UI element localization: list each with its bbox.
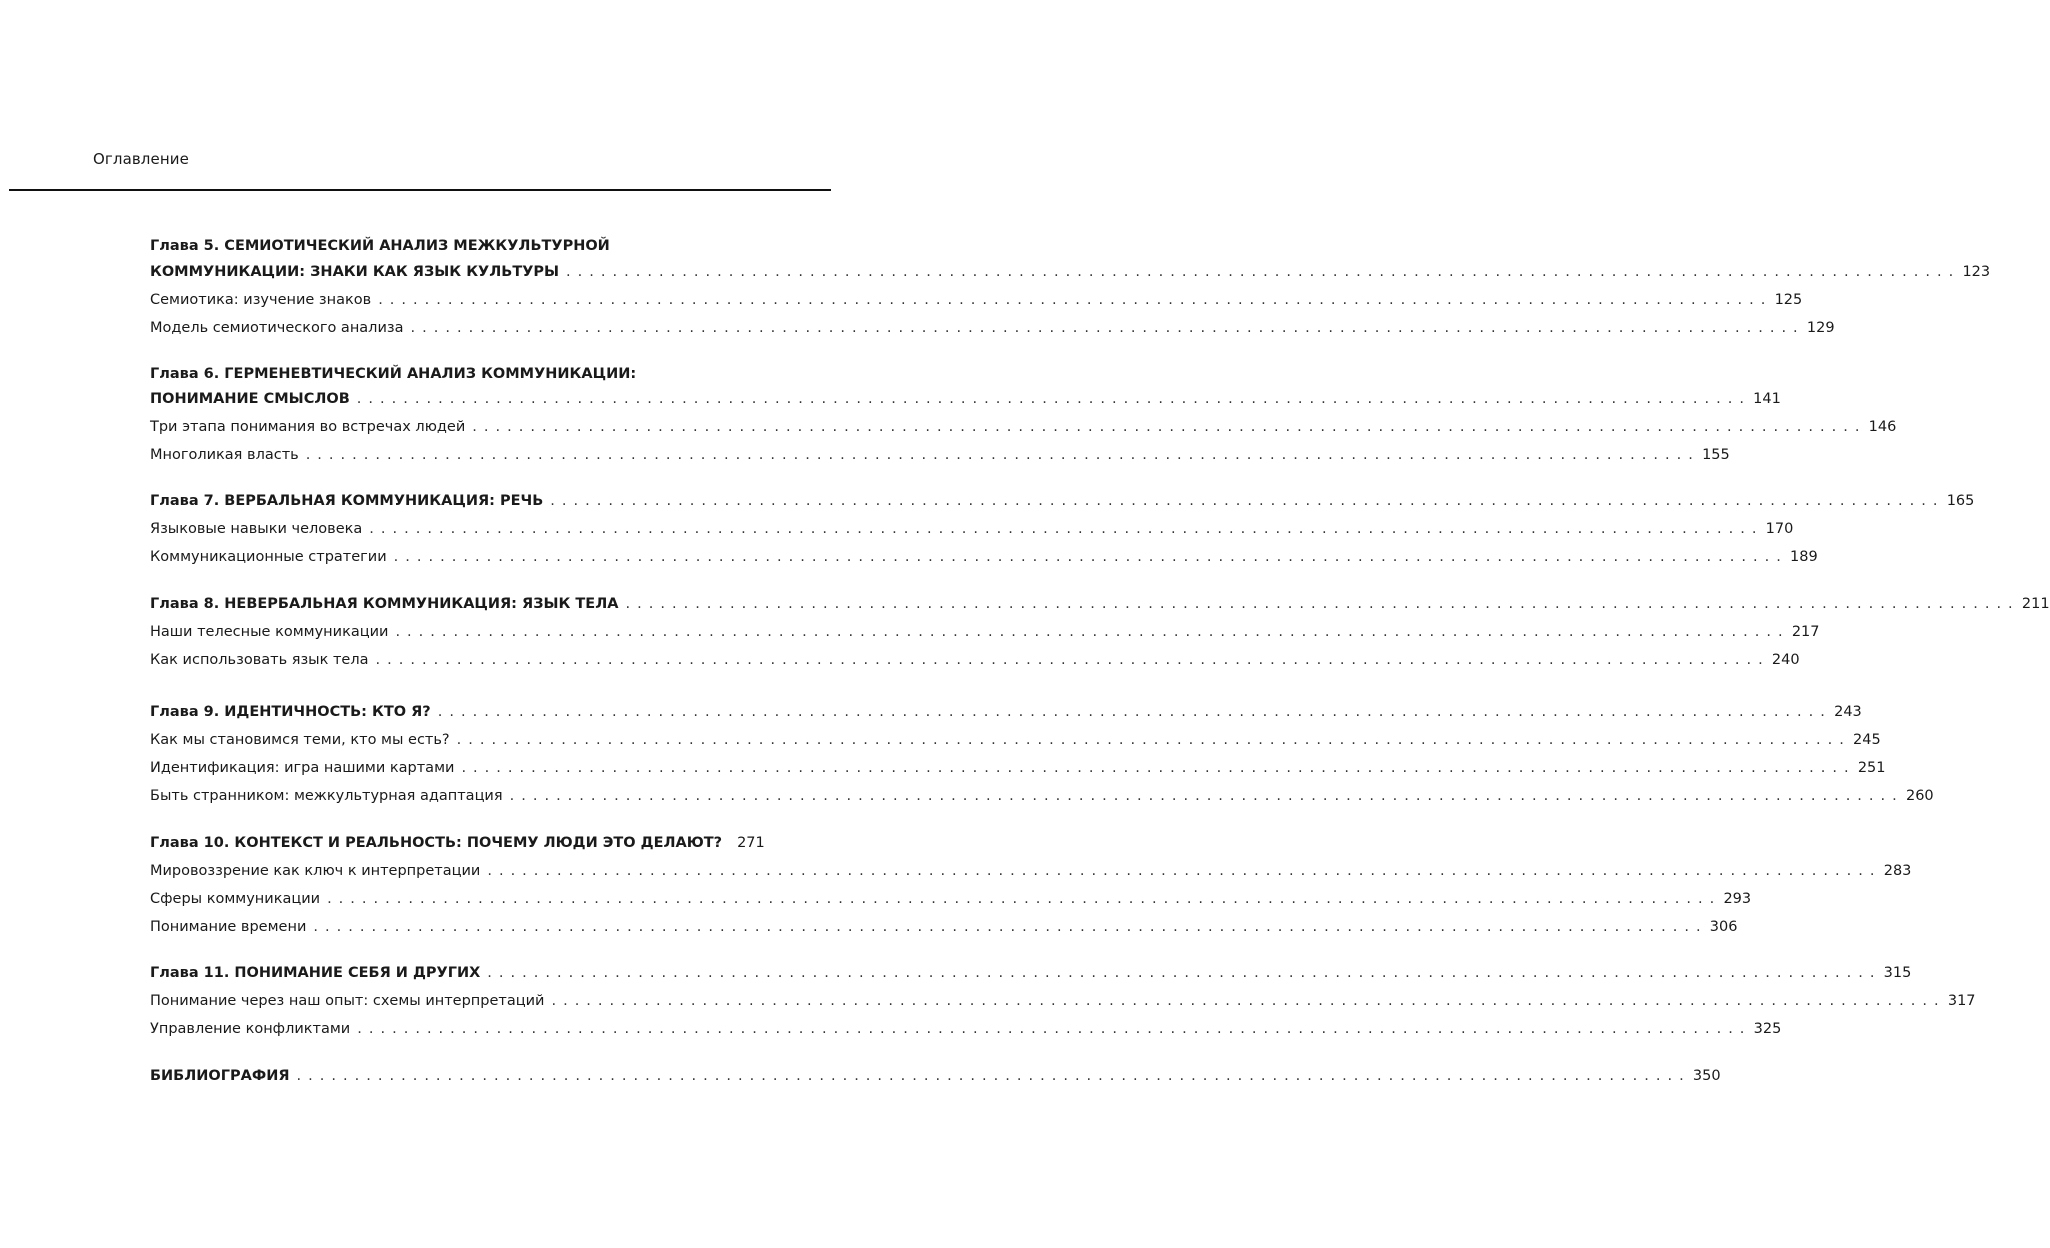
dot-leader: . . . . . . . . . . . . . . . . . . . . . . . . . . . . . . . . . . . . . . . . . . . . . . . . . . . . . . . . . . . . . . . . . . . . . . . . . . . . . . . . . . . . . . . . . . . . . . . . . . . . . . . . . . . . . . . . . . . . . . . . <box>472 419 1861 435</box>
toc-entry-title: Сферы коммуникации <box>150 891 321 907</box>
toc-page-number: 251 <box>1857 760 1886 776</box>
toc-entry-title: Глава 8. НЕВЕРБАЛЬНАЯ КОММУНИКАЦИЯ: ЯЗЫК ТЕЛА <box>150 596 619 612</box>
running-head: Оглавление <box>93 150 189 168</box>
toc-entry-title: Наши телесные коммуникации <box>150 624 389 640</box>
toc-chapter-entry[interactable] <box>150 385 1781 409</box>
toc-section-entry[interactable] <box>150 913 1738 937</box>
toc-page-number: 125 <box>1774 292 1803 308</box>
toc-page-number: 350 <box>1692 1068 1721 1084</box>
toc-page-number: 217 <box>1791 624 1820 640</box>
dot-leader: . . . . . . . . . . . . . . . . . . . . . . . . . . . . . . . . . . . . . . . . . . . . . . . . . . . . . . . . . . . . . . . . . . . . . . . . . . . . . . . . . . . . . . . . . . . . . . . . . . . . . . . . . . . . . . . . . . . . . . . . <box>369 521 1758 537</box>
toc-page-number: 325 <box>1753 1021 1782 1037</box>
toc-entry-title: Понимание через наш опыт: схемы интерпретаций <box>150 993 545 1009</box>
dot-leader: . . . . . . . . . . . . . . . . . . . . . . . . . . . . . . . . . . . . . . . . . . . . . . . . . . . . . . . . . . . . . . . . . . . . . . . . . . . . . . . . . . . . . . . . . . . . . . . . . . . . . . . . . . . . . . . . . . . . . . . . <box>487 863 1876 879</box>
dot-leader: . . . . . . . . . . . . . . . . . . . . . . . . . . . . . . . . . . . . . . . . . . . . . . . . . . . . . . . . . . . . . . . . . . . . . . . . . . . . . . . . . . . . . . . . . . . . . . . . . . . . . . . . . . . . . . . . . . . . . . . . <box>395 624 1784 640</box>
toc-section-entry[interactable] <box>150 782 1934 806</box>
toc-entry-title: Глава 7. ВЕРБАЛЬНАЯ КОММУНИКАЦИЯ: РЕЧЬ <box>150 493 544 509</box>
toc-section-entry[interactable] <box>150 987 1976 1011</box>
toc-section-entry[interactable] <box>150 754 1886 778</box>
dot-leader: . . . . . . . . . . . . . . . . . . . . . . . . . . . . . . . . . . . . . . . . . . . . . . . . . . . . . . . . . . . . . . . . . . . . . . . . . . . . . . . . . . . . . . . . . . . . . . . . . . . . . . . . . . . . . . . . . . . . . . . . <box>356 391 1746 407</box>
toc-chapter-entry[interactable] <box>150 829 765 853</box>
toc-page-number: 155 <box>1702 447 1730 463</box>
toc-section-entry[interactable] <box>150 726 1881 750</box>
toc-entry-title: Мировоззрение как ключ к интерпретации <box>150 863 481 879</box>
toc-section-entry[interactable] <box>150 515 1794 539</box>
dot-leader: . . . . . . . . . . . . . . . . . . . . . . . . . . . . . . . . . . . . . . . . . . . . . . . . . . . . . . . . . . . . . . . . . . . . . . . . . . . . . . . . . . . . . . . . . . . . . . . . . . . . . . . . . . . . . . . . . . . . . . . . <box>566 264 1955 280</box>
dot-leader: . . . . . . . . . . . . . . . . . . . . . . . . . . . . . . . . . . . . . . . . . . . . . . . . . . . . . . . . . . . . . . . . . . . . . . . . . . . . . . . . . . . . . . . . . . . . . . . . . . . . . . . . . . . . . . . . . . . . . . . . <box>357 1021 1746 1037</box>
toc-section-entry[interactable] <box>150 646 1800 670</box>
toc-section-entry[interactable] <box>150 885 1752 909</box>
dot-leader: . . . . . . . . . . . . . . . . . . . . . . . . . . . . . . . . . . . . . . . . . . . . . . . . . . . . . . . . . . . . . . . . . . . . . . . . . . . . . . . . . . . . . . . . . . . . . . . . . . . . . . . . . . . . . . . . . . . . . . . . <box>550 493 1939 509</box>
dot-leader: . . . . . . . . . . . . . . . . . . . . . . . . . . . . . . . . . . . . . . . . . . . . . . . . . . . . . . . . . . . . . . . . . . . . . . . . . . . . . . . . . . . . . . . . . . . . . . . . . . . . . . . . . . . . . . . . . . . . . . . . <box>437 704 1827 720</box>
dot-leader: . . . . . . . . . . . . . . . . . . . . . . . . . . . . . . . . . . . . . . . . . . . . . . . . . . . . . . . . . . . . . . . . . . . . . . . . . . . . . . . . . . . . . . . . . . . . . . . . . . . . . . . . . . . . . . . . . . . . . . . . <box>375 652 1764 668</box>
toc-entry-title: Три этапа понимания во встречах людей <box>150 419 466 435</box>
toc-page-number: 283 <box>1883 863 1912 879</box>
toc-entry-title: Глава 11. ПОНИМАНИЕ СЕБЯ И ДРУГИХ <box>150 965 481 981</box>
header-rule <box>9 189 831 191</box>
toc-page-number: 146 <box>1868 419 1897 435</box>
dot-leader: . . . . . . . . . . . . . . . . . . . . . . . . . . . . . . . . . . . . . . . . . . . . . . . . . . . . . . . . . . . . . . . . . . . . . . . . . . . . . . . . . . . . . . . . . . . . . . . . . . . . . . . . . . . . . . . . . . . . . . . . <box>327 891 1716 907</box>
toc-page-number: 293 <box>1723 891 1752 907</box>
toc-entry-title: ПОНИМАНИЕ СМЫСЛОВ <box>150 391 350 407</box>
toc-page-number: 243 <box>1834 704 1862 720</box>
toc-section-entry[interactable] <box>150 618 1820 642</box>
toc-entry-title: Как мы становимся теми, кто мы есть? <box>150 732 450 748</box>
toc-section-entry[interactable] <box>150 314 1835 338</box>
toc-page-number: 271 <box>737 835 765 851</box>
toc-page-number: 240 <box>1771 652 1800 668</box>
toc-entry-title: БИБЛИОГРАФИЯ <box>150 1068 290 1084</box>
toc-entry-title: КОММУНИКАЦИИ: ЗНАКИ КАК ЯЗЫК КУЛЬТУРЫ <box>150 264 560 280</box>
toc-entry-title: Управление конфликтами <box>150 1021 351 1037</box>
toc-entry-title: Семиотика: изучение знаков <box>150 292 372 308</box>
toc-page-number: 141 <box>1753 391 1781 407</box>
toc-section-entry[interactable] <box>150 413 1897 437</box>
dot-leader: . . . . . . . . . . . . . . . . . . . . . . . . . . . . . . . . . . . . . . . . . . . . . . . . . . . . . . . . . . . . . . . . . . . . . . . . . . . . . . . . . . . . . . . . . . . . . . . . . . . . . . . . . . . . . . . . . . . . . . . . <box>456 732 1846 748</box>
toc-entry-title: Быть странником: межкультурная адаптация <box>150 788 503 804</box>
toc-page-number: 129 <box>1806 320 1835 336</box>
toc-entry-title: Как использовать язык тела <box>150 652 369 668</box>
toc-chapter-entry[interactable] <box>150 1062 1721 1086</box>
toc-chapter-heading-line[interactable]: Глава 5. СЕМИОТИЧЕСКИЙ АНАЛИЗ МЕЖКУЛЬТУРНОЙ <box>150 238 610 254</box>
toc-section-entry[interactable] <box>150 543 1818 567</box>
toc-page-number: 245 <box>1853 732 1881 748</box>
toc-entry-title: Глава 9. ИДЕНТИЧНОСТЬ: КТО Я? <box>150 704 431 720</box>
toc-chapter-entry[interactable] <box>150 487 1975 511</box>
dot-leader: . . . . . . . . . . . . . . . . . . . . . . . . . . . . . . . . . . . . . . . . . . . . . . . . . . . . . . . . . . . . . . . . . . . . . . . . . . . . . . . . . . . . . . . . . . . . . . . . . . . . . . . . . . . . . . . . . . . . . . . . <box>305 447 1695 463</box>
toc-chapter-entry[interactable] <box>150 959 1912 983</box>
dot-leader: . . . . . . . . . . . . . . . . . . . . . . . . . . . . . . . . . . . . . . . . . . . . . . . . . . . . . . . . . . . . . . . . . . . . . . . . . . . . . . . . . . . . . . . . . . . . . . . . . . . . . . . . . . . . . . . . . . . . . . . . <box>551 993 1940 1009</box>
toc-section-entry[interactable] <box>150 857 1912 881</box>
toc-entry-title: Идентификация: игра нашими картами <box>150 760 455 776</box>
dot-leader: . . . . . . . . . . . . . . . . . . . . . . . . . . . . . . . . . . . . . . . . . . . . . . . . . . . . . . . . . . . . . . . . . . . . . . . . . . . . . . . . . . . . . . . . . . . . . . . . . . . . . . . . . . . . . . . . . . . . . . . . <box>509 788 1898 804</box>
toc-entry-title: Многоликая власть <box>150 447 299 463</box>
toc-section-entry[interactable] <box>150 441 1730 465</box>
toc-page-number: 315 <box>1883 965 1912 981</box>
toc-section-entry[interactable] <box>150 286 1803 310</box>
dot-leader: . . . . . . . . . . . . . . . . . . . . . . . . . . . . . . . . . . . . . . . . . . . . . . . . . . . . . . . . . . . . . . . . . . . . . . . . . . . . . . . . . . . . . . . . . . . . . . . . . . . . . . . . . . . . . . . . . . . . . . . . <box>461 760 1850 776</box>
toc-entry-title: Глава 10. КОНТЕКСТ И РЕАЛЬНОСТЬ: ПОЧЕМУ ЛЮДИ ЭТО ДЕЛАЮТ? <box>150 835 723 851</box>
dot-leader: . . . . . . . . . . . . . . . . . . . . . . . . . . . . . . . . . . . . . . . . . . . . . . . . . . . . . . . . . . . . . . . . . . . . . . . . . . . . . . . . . . . . . . . . . . . . . . . . . . . . . . . . . . . . . . . . . . . . . . . . <box>313 919 1702 935</box>
toc-page-number: 260 <box>1905 788 1934 804</box>
toc-page-number: 211 <box>2021 596 2050 612</box>
toc-page-number: 170 <box>1765 521 1794 537</box>
toc-chapter-entry[interactable] <box>150 698 1862 722</box>
dot-leader: . . . . . . . . . . . . . . . . . . . . . . . . . . . . . . . . . . . . . . . . . . . . . . . . . . . . . . . . . . . . . . . . . . . . . . . . . . . . . . . . . . . . . . . . . . . . . . . . . . . . . . . . . . . . . . . . . . . . . . . . <box>625 596 2014 612</box>
toc-chapter-heading-line[interactable]: Глава 6. ГЕРМЕНЕВТИЧЕСКИЙ АНАЛИЗ КОММУНИКАЦИИ: <box>150 366 637 382</box>
toc-page-number: 165 <box>1946 493 1975 509</box>
toc-entry-title: Понимание времени <box>150 919 307 935</box>
toc-page-number: 189 <box>1790 549 1818 565</box>
dot-leader: . . . . . . . . . . . . . . . . . . . . . . . . . . . . . . . . . . . . . . . . . . . . . . . . . . . . . . . . . . . . . . . . . . . . . . . . . . . . . . . . . . . . . . . . . . . . . . . . . . . . . . . . . . . . . . . . . . . . . . . . <box>378 292 1767 308</box>
toc-section-entry[interactable] <box>150 1015 1782 1039</box>
toc-page-number: 317 <box>1947 993 1976 1009</box>
dot-leader: . . . . . . . . . . . . . . . . . . . . . . . . . . . . . . . . . . . . . . . . . . . . . . . . . . . . . . . . . . . . . . . . . . . . . . . . . . . . . . . . . . . . . . . . . . . . . . . . . . . . . . . . . . . . . . . . . . . . . . . . <box>487 965 1876 981</box>
dot-leader: . . . . . . . . . . . . . . . . . . . . . . . . . . . . . . . . . . . . . . . . . . . . . . . . . . . . . . . . . . . . . . . . . . . . . . . . . . . . . . . . . . . . . . . . . . . . . . . . . . . . . . . . . . . . . . . . . . . . . . . . <box>393 549 1783 565</box>
toc-chapter-entry[interactable] <box>150 258 1991 282</box>
toc-chapter-entry[interactable] <box>150 590 2050 614</box>
dot-leader: . . . . . . . . . . . . . . . . . . . . . . . . . . . . . . . . . . . . . . . . . . . . . . . . . . . . . . . . . . . . . . . . . . . . . . . . . . . . . . . . . . . . . . . . . . . . . . . . . . . . . . . . . . . . . . . . . . . . . . . . <box>410 320 1799 336</box>
toc-entry-title: Коммуникационные стратегии <box>150 549 387 565</box>
toc-entry-title: Языковые навыки человека <box>150 521 363 537</box>
toc-page-number: 123 <box>1962 264 1991 280</box>
dot-leader: . . . . . . . . . . . . . . . . . . . . . . . . . . . . . . . . . . . . . . . . . . . . . . . . . . . . . . . . . . . . . . . . . . . . . . . . . . . . . . . . . . . . . . . . . . . . . . . . . . . . . . . . . . . . . . . . . . . . . . . . <box>296 1068 1685 1084</box>
toc-page-number: 306 <box>1709 919 1738 935</box>
toc-entry-title: Модель семиотического анализа <box>150 320 404 336</box>
